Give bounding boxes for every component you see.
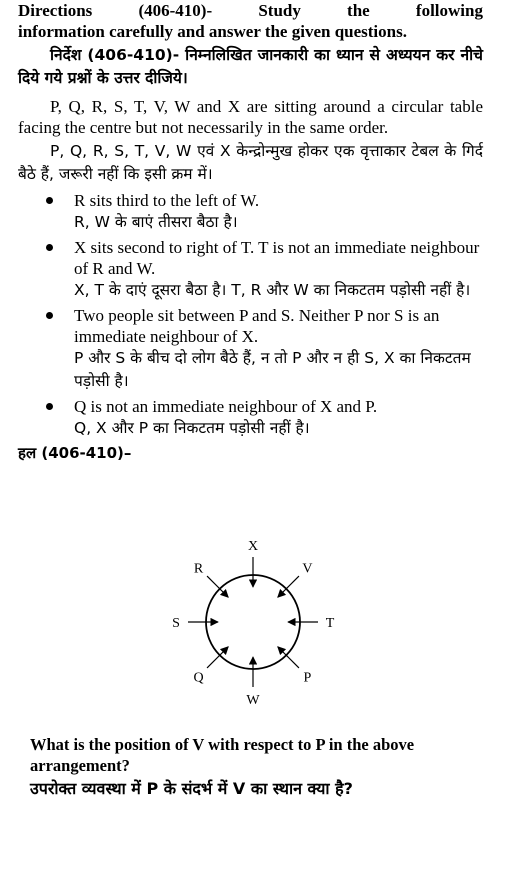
question-hi: उपरोक्त व्यवस्था में P के संदर्भ में V का स्थान क्या है? bbox=[30, 779, 353, 798]
seat-arrow-v bbox=[278, 576, 299, 597]
seat-arrow-p bbox=[278, 647, 299, 668]
intro-hi: P, Q, R, S, T, V, W एवं X केन्द्रोन्मुख होकर एक वृत्ताकार टेबल के गिर्द बैठे हैं, जरूरी नहीं कि इसी क्रम में। bbox=[18, 142, 483, 183]
seat-label-w: W bbox=[246, 693, 260, 708]
bullet-icon bbox=[46, 244, 53, 251]
clue-item bbox=[18, 237, 483, 302]
directions-word: (406-410)- bbox=[138, 1, 213, 20]
clue-en: X sits second to right of T. T is not an immediate neighbour of R and W. bbox=[74, 238, 480, 278]
seating-diagram bbox=[163, 528, 343, 713]
clue-en: Q is not an immediate neighbour of X and P. bbox=[74, 397, 378, 416]
directions-word: the bbox=[347, 1, 370, 20]
clue-item bbox=[18, 396, 483, 440]
clue-en: R sits third to the left of W. bbox=[74, 191, 260, 210]
clue-hi: X, T के दाएं दूसरा बैठा है। T, R और W का निकटतम पड़ोसी नहीं है। bbox=[74, 281, 471, 299]
seat-label-v: V bbox=[302, 561, 313, 577]
seat-arrow-q bbox=[207, 647, 228, 668]
seat-label-p: P bbox=[303, 670, 312, 686]
directions-en bbox=[18, 0, 483, 42]
directions-word: Directions bbox=[18, 1, 93, 20]
directions-word: following bbox=[415, 1, 483, 20]
seat-arrows bbox=[188, 557, 318, 687]
seat-label-t: T bbox=[325, 616, 335, 631]
bullet-icon bbox=[46, 403, 53, 410]
clue-list bbox=[18, 190, 483, 440]
solution-title: हल (406-410)– bbox=[18, 444, 132, 462]
seat-label-x: X bbox=[247, 539, 259, 554]
directions-en-line2: information carefully and answer the given questions. bbox=[18, 22, 407, 41]
clue-hi: P और S के बीच दो लोग बैठे हैं, न तो P और न ही S, X का निकटतम पड़ोसी है। bbox=[74, 349, 471, 390]
clue-hi: Q, X और P का निकटतम पड़ोसी नहीं है। bbox=[74, 419, 310, 437]
clue-en: Two people sit between P and S. Neither P nor S is an immediate neighbour of X. bbox=[74, 306, 440, 346]
seat-arrow-r bbox=[207, 576, 228, 597]
seat-label-s: S bbox=[172, 616, 180, 631]
seat-label-r: R bbox=[193, 561, 204, 577]
document-page bbox=[18, 0, 483, 463]
bullet-icon bbox=[46, 197, 53, 204]
clue-hi: R, W के बाएं तीसरा बैठा है। bbox=[74, 213, 238, 231]
clue-item bbox=[18, 190, 483, 234]
seat-label-q: Q bbox=[193, 670, 204, 686]
question-en: What is the position of V with respect to P in the above arrangement? bbox=[30, 735, 415, 775]
intro-en: P, Q, R, S, T, V, W and X are sitting around a circular table facing the centre but not necessarily in the same order. bbox=[18, 97, 483, 137]
directions-hi: निर्देश (406-410)- निम्नलिखित जानकारी का ध्यान से अध्ययन कर नीचे दिये गये प्रश्नों के उत्तर दीजिये। bbox=[18, 46, 483, 87]
directions-word: Study bbox=[258, 1, 301, 20]
clue-item bbox=[18, 305, 483, 393]
bullet-icon bbox=[46, 312, 53, 319]
directions-en-line1 bbox=[18, 0, 483, 21]
